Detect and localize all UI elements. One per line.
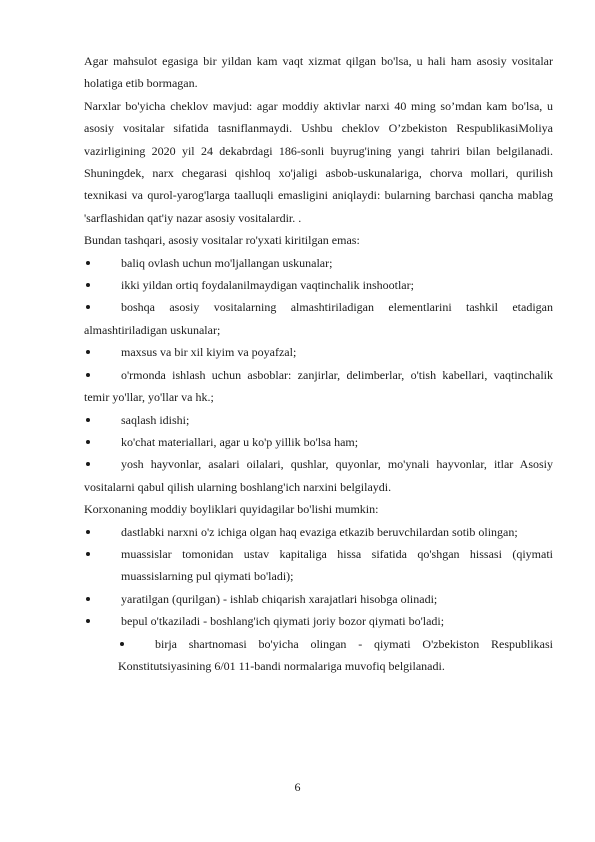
bullet-icon [120,642,124,646]
list-item: dastlabki narxni o'z ichiga olgan haq evaziga etkazib beruvchilardan sotib olingan; [84,521,553,543]
paragraph: Agar mahsulot egasiga bir yildan kam vaqt xizmat qilgan bo'lsa, u hali ham asosiy vositalar holatiga etib bormagan. [84,54,553,91]
bullet-icon [86,373,90,377]
paragraph: Korxonaning moddiy boyliklari quyidagilar bo'lishi mumkin: [84,502,379,517]
list-item: boshqa asosiy vositalarning almashtiriladigan elementlarini tashkil etadigan almashtiriladigan uskunalar; [84,300,553,337]
list-item: birja shartnomasi bo'yicha olingan - qiymati O'zbekiston Respublikasi Konstitutsiyasining 6/01 11-bandi normalariga muvofiq belgilanadi. [118,636,553,673]
list-item: o'rmonda ishlash uchun asboblar: zanjirlar, delimberlar, o'tish kabellari, vaqtinchalik temir yo'llar, yo'llar va hk.; [84,367,553,405]
list-item: ko'chat materiallari, agar u ko'p yillik bo'lsa ham; [84,431,553,453]
list-item: maxsus va bir xil kiyim va poyafzal; [84,341,553,363]
bullet-icon [86,350,90,354]
bullet-icon [86,530,90,534]
bullet-icon [86,305,90,309]
list-item: yaratilgan (qurilgan) - ishlab chiqarish xarajatlari hisobga olinadi; [84,588,553,610]
list-item: ikki yildan ortiq foydalanilmaydigan vaqtinchalik inshootlar; [84,274,553,296]
bullet-icon [86,261,90,265]
bullet-icon [86,440,90,444]
paragraph: Narxlar bo'yicha cheklov mavjud: agar moddiy aktivlar narxi 40 ming so’mdan kam bo'lsa, u asosiy vositalar sifatida tasniflanmaydi. Ushbu cheklov O’zbekiston RespublikasiMoliya vazirligining 2020 yil 24 dekabrdagi 186-sonli buyrug'ining yangi tahriri bilan belgilanadi. Shuningdek, narx chegarasi qishloq xo'jaligi asbob-uskunalariga, chorva mollari, qurilish texnikasi va qurol-yarog'larga taalluqli emasligini aniqlaydi: bularning barchasi qancha mablag 'sarflashidan qat'iy nazar asosiy vositalardir. . [84,98,553,225]
paragraph: Bundan tashqari, asosiy vositalar ro'yxati kiritilgan emas: [84,233,360,248]
page-number: 6 [294,780,301,794]
list-item: yosh hayvonlar, asalari oilalari, qushlar, quyonlar, mo'ynali hayvonlar, itlar Asosiy vositalarni qabul qilish ularning boshlang'ich narxini belgilaydi. [84,457,553,494]
list-item: saqlash idishi; [84,409,553,431]
list-item: bepul o'tkaziladi - boshlang'ich qiymati joriy bozor qiymati bo'ladi; [84,610,553,632]
bullet-icon [86,597,90,601]
bullet-icon [86,619,90,623]
bullet-icon [86,552,90,556]
bullet-icon [86,418,90,422]
list-item: muassislar tomonidan ustav kapitaliga hissa sifatida qo'shgan hissasi (qiymati muassislarning pul qiymati bo'ladi); [84,543,553,588]
text-column [84,50,553,677]
list-item: baliq ovlash uchun mo'ljallangan uskunalar; [84,252,553,274]
bullet-icon [86,462,90,466]
bullet-icon [86,283,90,287]
